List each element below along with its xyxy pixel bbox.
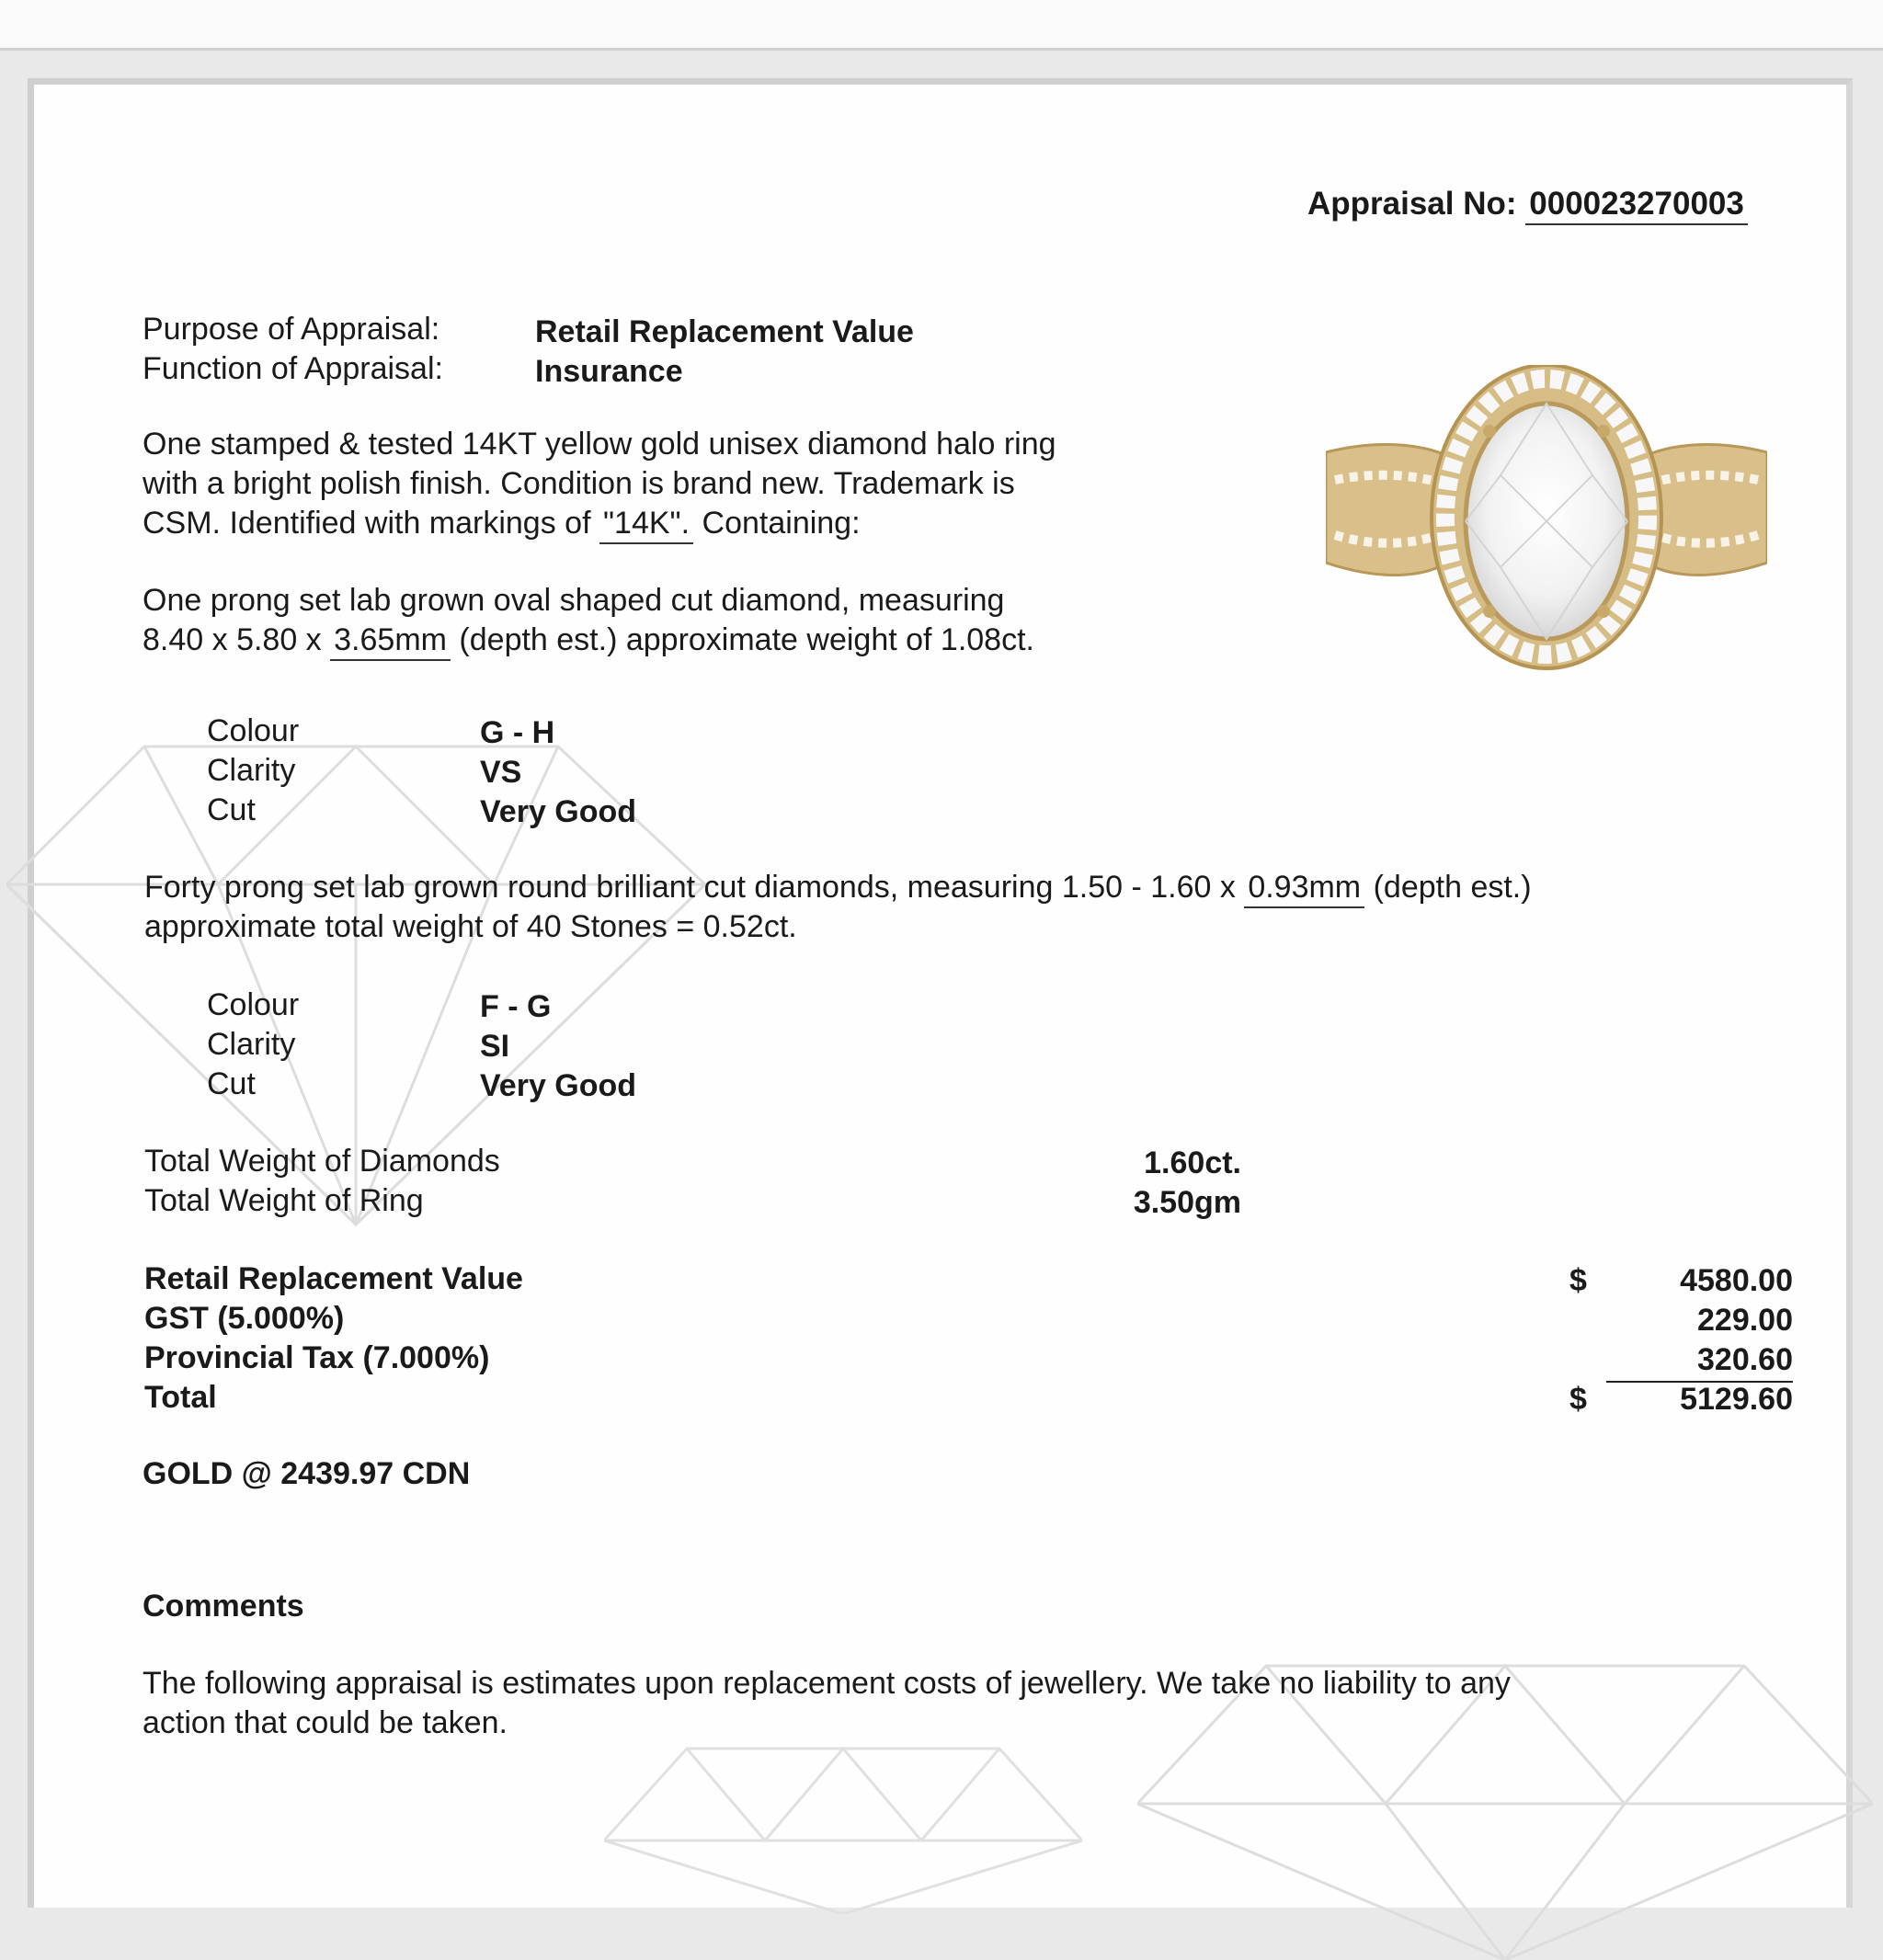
total-amount: 5129.60 bbox=[1680, 1382, 1793, 1417]
gst-label: GST (5.000%) bbox=[144, 1301, 345, 1336]
side-cut-value: Very Good bbox=[480, 1068, 637, 1103]
center-clarity-value: VS bbox=[480, 755, 522, 790]
total-ring-weight-value: 3.50gm bbox=[1133, 1185, 1241, 1220]
total-label: Total bbox=[144, 1380, 217, 1415]
center-stone-weight: (depth est.) approximate weight of 1.08ct. bbox=[459, 622, 1034, 657]
retail-value-amount: 4580.00 bbox=[1680, 1263, 1793, 1298]
description-line-3-text: CSM. Identified with markings of bbox=[143, 506, 591, 541]
gold-price: GOLD @ 2439.97 CDN bbox=[143, 1456, 471, 1491]
appraisal-number bbox=[1307, 184, 1748, 223]
side-stones-depth: 0.93mm bbox=[1244, 870, 1364, 908]
currency-symbol: $ bbox=[1569, 1263, 1587, 1298]
provincial-tax-label: Provincial Tax (7.000%) bbox=[144, 1340, 490, 1375]
description-line-3-end: Containing: bbox=[702, 506, 861, 541]
gst-amount: 229.00 bbox=[1697, 1303, 1793, 1338]
total-ring-weight-label: Total Weight of Ring bbox=[144, 1183, 424, 1218]
center-cut-value: Very Good bbox=[480, 794, 637, 829]
retail-value-label: Retail Replacement Value bbox=[144, 1261, 523, 1296]
appraisal-number-label: Appraisal No: bbox=[1307, 186, 1517, 222]
description-line-2: with a bright polish finish. Condition is brand new. Trademark is bbox=[143, 466, 1015, 501]
total-diamond-weight-label: Total Weight of Diamonds bbox=[144, 1144, 500, 1179]
side-colour-label: Colour bbox=[207, 987, 300, 1022]
purpose-label: Purpose of Appraisal: bbox=[143, 312, 440, 347]
center-stone-depth: 3.65mm bbox=[330, 622, 451, 661]
comments-line-2: action that could be taken. bbox=[143, 1705, 508, 1740]
center-colour-value: G - H bbox=[480, 715, 555, 750]
watermark-diamond-bottom-icon bbox=[604, 1721, 1082, 1914]
appraisal-number-value: 000023270003 bbox=[1525, 186, 1748, 225]
side-clarity-value: SI bbox=[480, 1029, 510, 1064]
side-stones-line-2: approximate total weight of 40 Stones = 0.52ct. bbox=[144, 909, 797, 944]
purpose-value: Retail Replacement Value bbox=[535, 314, 914, 349]
comments-line-1: The following appraisal is estimates upon replacement costs of jewellery. We take no liability to any bbox=[143, 1666, 1511, 1701]
function-label: Function of Appraisal: bbox=[143, 351, 443, 386]
halo-ring-image-icon bbox=[1326, 365, 1767, 678]
center-clarity-label: Clarity bbox=[207, 753, 296, 788]
total-currency-symbol: $ bbox=[1569, 1382, 1587, 1417]
side-stones-description: Forty prong set lab grown round brilliant cut diamonds, measuring 1.50 - 1.60 x bbox=[144, 870, 1236, 905]
total-diamond-weight-value: 1.60ct. bbox=[1144, 1145, 1241, 1180]
side-colour-value: F - G bbox=[480, 989, 552, 1024]
side-stones-depth-note: (depth est.) bbox=[1373, 870, 1532, 905]
provincial-tax-amount: 320.60 bbox=[1697, 1342, 1793, 1377]
side-stones-line-1 bbox=[144, 868, 1532, 907]
center-cut-label: Cut bbox=[207, 792, 256, 827]
top-border-strip bbox=[0, 0, 1883, 51]
side-clarity-label: Clarity bbox=[207, 1027, 296, 1062]
watermark-diamond-right-icon bbox=[1137, 1574, 1873, 1960]
center-colour-label: Colour bbox=[207, 713, 300, 748]
appraisal-sheet bbox=[28, 78, 1853, 1908]
side-cut-label: Cut bbox=[207, 1066, 256, 1101]
description-line-1: One stamped & tested 14KT yellow gold unisex diamond halo ring bbox=[143, 427, 1056, 462]
center-stone-dimensions: 8.40 x 5.80 x bbox=[143, 622, 322, 657]
center-stone-line-1: One prong set lab grown oval shaped cut diamond, measuring bbox=[143, 583, 1005, 618]
comments-heading: Comments bbox=[143, 1589, 304, 1624]
markings-value: "14K". bbox=[599, 506, 693, 544]
center-stone-line-2 bbox=[143, 621, 1034, 660]
function-value: Insurance bbox=[535, 354, 683, 389]
description-line-3 bbox=[143, 504, 861, 543]
